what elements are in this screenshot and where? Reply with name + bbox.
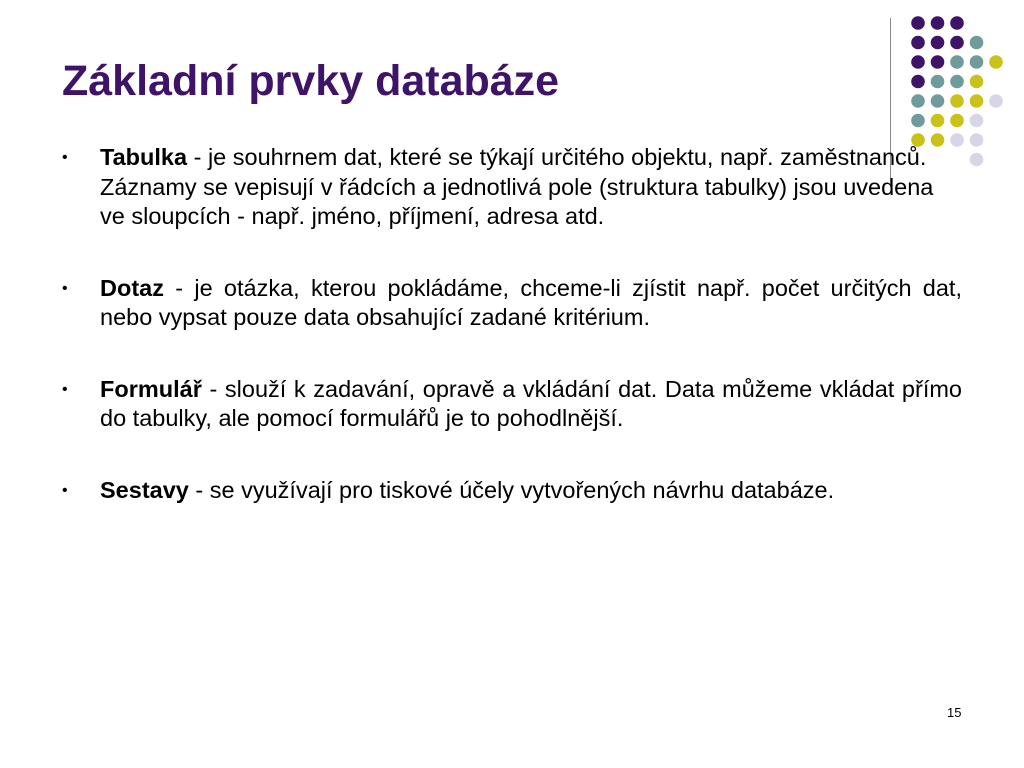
bullet-item-sestavy bbox=[62, 476, 962, 506]
bullet-description: - je otázka, kterou pokládáme, chceme-li zjístit např. počet určitých dat, nebo vypsat pouze data obsahující zadané kritérium. bbox=[100, 274, 962, 330]
bullet-text bbox=[100, 476, 962, 506]
decorative-dot bbox=[911, 55, 925, 69]
decorative-dot bbox=[911, 94, 925, 108]
decorative-dot bbox=[970, 75, 984, 89]
decorative-dot bbox=[970, 36, 984, 50]
bullet-description: - je souhrnem dat, které se týkají určitého objektu, např. zaměstnanců. Záznamy se vepisují v řádcích a jednotlivá pole (struktura tabulky) jsou uvedena ve sloupcích - např. jméno, příjmení, adresa atd. bbox=[100, 144, 934, 229]
decorative-dot bbox=[931, 55, 945, 69]
bullet-marker: • bbox=[62, 380, 68, 398]
decorative-dot bbox=[911, 16, 925, 30]
decorative-dot bbox=[970, 114, 984, 128]
bullet-marker: • bbox=[62, 279, 68, 297]
bullet-item-formular bbox=[62, 375, 962, 434]
decorative-dot bbox=[931, 16, 945, 30]
decorative-dot bbox=[950, 114, 964, 128]
decorative-dot bbox=[931, 36, 945, 50]
decorative-dot bbox=[911, 114, 925, 128]
bullet-text bbox=[100, 375, 962, 434]
bullet-term: Dotaz bbox=[100, 274, 164, 301]
page-number: 15 bbox=[947, 705, 962, 720]
decorative-dot bbox=[989, 55, 1003, 69]
decorative-dot bbox=[950, 94, 964, 108]
bullet-item-tabulka bbox=[62, 143, 962, 232]
decorative-dot bbox=[950, 75, 964, 89]
bullet-marker: • bbox=[62, 149, 68, 166]
bullet-term: Formulář bbox=[100, 375, 202, 402]
decorative-dot bbox=[970, 153, 984, 167]
decorative-dot bbox=[950, 36, 964, 50]
decorative-dot bbox=[950, 55, 964, 69]
decorative-dot bbox=[931, 114, 945, 128]
slide-title: Základní prvky databáze bbox=[62, 57, 560, 105]
bullet-description: - slouží k zadavání, opravě a vkládání dat. Data můžeme vkládat přímo do tabulky, ale pomocí formulářů je to pohodlnější. bbox=[100, 375, 962, 431]
decorative-dot bbox=[970, 55, 984, 69]
decorative-dot bbox=[911, 75, 925, 89]
decorative-dot bbox=[970, 94, 984, 108]
decorative-dot bbox=[911, 36, 925, 50]
bullet-term: Sestavy bbox=[100, 476, 189, 503]
bullet-description: - se využívají pro tiskové účely vytvořených návrhu databáze. bbox=[188, 476, 835, 503]
decorative-dot bbox=[970, 133, 984, 147]
bullet-item-dotaz bbox=[62, 274, 962, 333]
decorative-dot bbox=[989, 94, 1003, 108]
bullet-text bbox=[100, 143, 962, 232]
bullet-list bbox=[62, 143, 962, 547]
bullet-text bbox=[100, 274, 962, 333]
decorative-dot bbox=[931, 94, 945, 108]
decorative-dot bbox=[931, 75, 945, 89]
decorative-dot bbox=[950, 16, 964, 30]
bullet-term: Tabulka bbox=[100, 144, 188, 170]
bullet-marker: • bbox=[62, 481, 68, 499]
